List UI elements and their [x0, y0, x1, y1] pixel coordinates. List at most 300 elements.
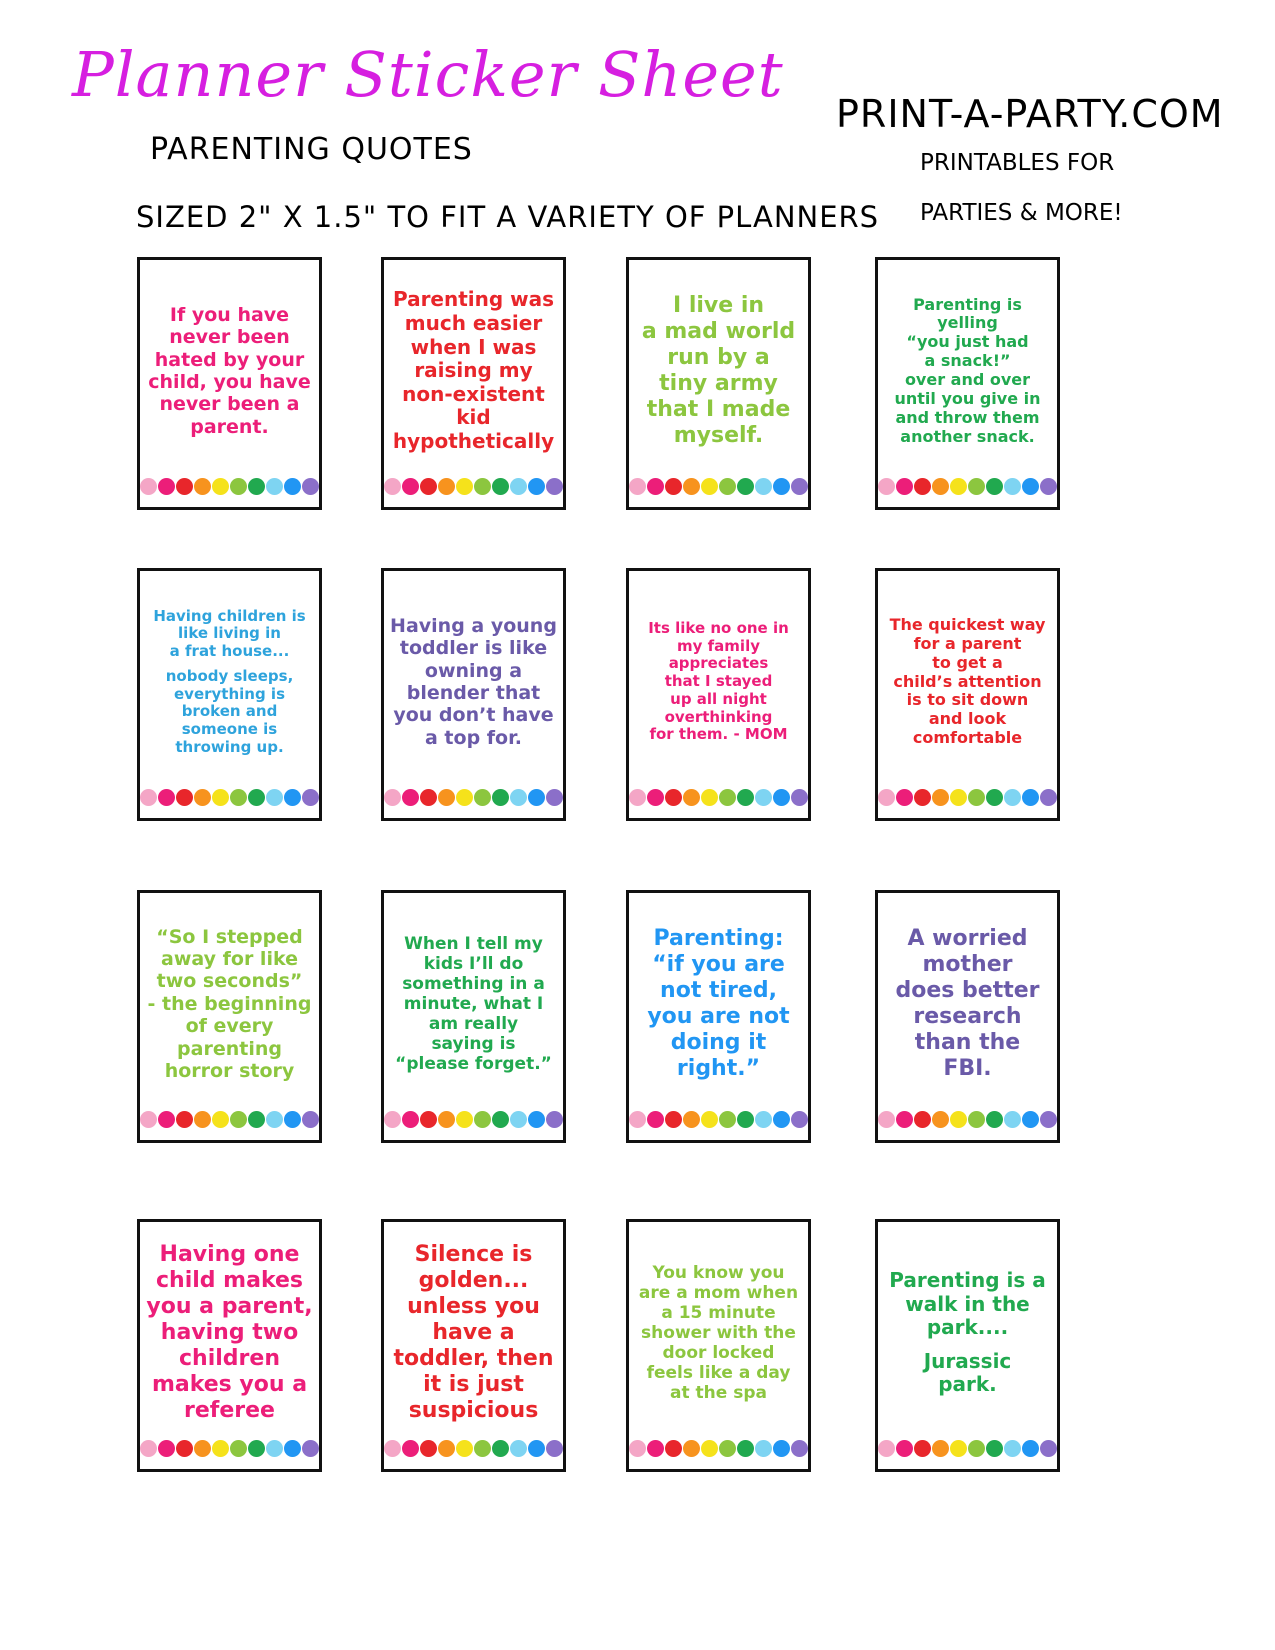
- dot-icon: [140, 1111, 157, 1128]
- quote-line: overthinking: [664, 707, 773, 726]
- dot-icon: [248, 1111, 265, 1128]
- rainbow-dots: [140, 478, 319, 495]
- dot-icon: [158, 1111, 175, 1128]
- sheet-title: Planner Sticker Sheet: [72, 38, 784, 111]
- quote-line: over and over: [904, 370, 1031, 389]
- dot-icon: [683, 1440, 700, 1457]
- dot-icon: [683, 478, 700, 495]
- dot-icon: [176, 1111, 193, 1128]
- rainbow-dots: [384, 1111, 563, 1128]
- quote-line: away for like: [161, 947, 298, 970]
- quote-line: referee: [184, 1397, 275, 1423]
- rainbow-dots: [140, 789, 319, 806]
- dot-icon: [719, 1440, 736, 1457]
- dot-icon: [773, 1111, 790, 1128]
- dot-icon: [546, 789, 563, 806]
- dot-icon: [140, 1440, 157, 1457]
- quote-line: does better: [895, 978, 1040, 1004]
- dot-icon: [456, 789, 473, 806]
- dot-icon: [230, 1111, 247, 1128]
- dot-icon: [950, 1440, 967, 1457]
- dot-icon: [284, 1440, 301, 1457]
- dot-icon: [950, 1111, 967, 1128]
- sticker-quote: [140, 260, 319, 474]
- dot-icon: [1022, 789, 1039, 806]
- brand-name: PRINT-A-PARTY.COM: [836, 92, 1224, 136]
- quote-line: toddler, then: [393, 1345, 554, 1371]
- dot-icon: [629, 1440, 646, 1457]
- dot-icon: [1004, 1440, 1021, 1457]
- quote-line: The quickest way: [889, 614, 1046, 634]
- dot-icon: [266, 1440, 283, 1457]
- sticker-quote: [384, 1222, 563, 1436]
- dot-icon: [683, 789, 700, 806]
- dot-icon: [896, 1440, 913, 1457]
- quote-line: - the beginning: [147, 992, 312, 1015]
- sticker-8: [875, 568, 1060, 821]
- rainbow-dots: [878, 1440, 1057, 1457]
- sticker-quote: [140, 893, 319, 1107]
- quote-line: yelling: [937, 313, 998, 333]
- dot-icon: [528, 1440, 545, 1457]
- dot-icon: [701, 789, 718, 806]
- quote-line: suspicious: [408, 1397, 539, 1423]
- dot-icon: [474, 1111, 491, 1128]
- dot-icon: [384, 478, 401, 495]
- dot-icon: [1022, 1440, 1039, 1457]
- dot-icon: [1040, 1111, 1057, 1128]
- dot-icon: [986, 789, 1003, 806]
- dot-icon: [230, 1440, 247, 1457]
- dot-icon: [629, 1111, 646, 1128]
- quote-line: walk in the: [905, 1291, 1030, 1316]
- rainbow-dots: [629, 789, 808, 806]
- quote-line: myself.: [673, 422, 764, 448]
- quote-line: am really: [428, 1014, 519, 1035]
- dot-icon: [510, 478, 527, 495]
- dot-icon: [755, 1111, 772, 1128]
- sticker-6: [381, 568, 566, 821]
- quote-line: You know you: [652, 1262, 785, 1283]
- quote-line: A worried: [907, 926, 1028, 952]
- quote-line: a frat house...: [169, 641, 290, 660]
- dot-icon: [510, 1111, 527, 1128]
- dot-icon: [302, 478, 319, 495]
- rainbow-dots: [878, 478, 1057, 495]
- dot-icon: [896, 789, 913, 806]
- sticker-quote: [878, 571, 1057, 785]
- quote-line: another snack.: [900, 426, 1035, 446]
- sticker-2: [381, 257, 566, 510]
- quote-line: child makes: [155, 1268, 304, 1294]
- dot-icon: [402, 789, 419, 806]
- quote-line: feels like a day: [646, 1363, 791, 1384]
- dot-icon: [158, 478, 175, 495]
- rainbow-dots: [384, 478, 563, 495]
- quote-line: Parenting was: [392, 287, 555, 312]
- dot-icon: [986, 1440, 1003, 1457]
- dot-icon: [665, 1111, 682, 1128]
- dot-icon: [194, 478, 211, 495]
- quote-line: kids I’ll do: [423, 953, 524, 974]
- quote-line: kid: [456, 405, 491, 430]
- sticker-quote: [629, 893, 808, 1107]
- dot-icon: [932, 789, 949, 806]
- dot-icon: [647, 1111, 664, 1128]
- dot-icon: [158, 1440, 175, 1457]
- dot-icon: [878, 478, 895, 495]
- dot-icon: [773, 1440, 790, 1457]
- dot-icon: [896, 1111, 913, 1128]
- dot-icon: [878, 1111, 895, 1128]
- dot-icon: [420, 1440, 437, 1457]
- quote-line: than the: [914, 1029, 1021, 1055]
- dot-icon: [284, 789, 301, 806]
- dot-icon: [701, 478, 718, 495]
- quote-line: is to sit down: [906, 690, 1029, 710]
- dot-icon: [420, 1111, 437, 1128]
- dot-icon: [791, 1440, 808, 1457]
- quote-line: someone is: [181, 720, 278, 739]
- dot-icon: [737, 478, 754, 495]
- rainbow-dots: [140, 1111, 319, 1128]
- quote-line: research: [913, 1004, 1022, 1029]
- rainbow-dots: [629, 1111, 808, 1128]
- dot-icon: [492, 1111, 509, 1128]
- sticker-4: [875, 257, 1060, 510]
- dot-icon: [773, 789, 790, 806]
- dot-icon: [914, 1111, 931, 1128]
- dot-icon: [284, 1111, 301, 1128]
- dot-icon: [950, 478, 967, 495]
- sticker-7: [626, 568, 811, 821]
- dot-icon: [266, 478, 283, 495]
- dot-icon: [647, 478, 664, 495]
- dot-icon: [456, 1440, 473, 1457]
- sticker-13: [137, 1219, 322, 1472]
- quote-line: golden...: [418, 1268, 529, 1294]
- dot-icon: [647, 789, 664, 806]
- quote-line: parenting: [177, 1037, 282, 1060]
- dot-icon: [528, 478, 545, 495]
- quote-line: When I tell my: [404, 933, 543, 954]
- sticker-quote: [384, 893, 563, 1107]
- dot-icon: [546, 1111, 563, 1128]
- dot-icon: [230, 789, 247, 806]
- sticker-quote: [878, 260, 1057, 474]
- quote-line: for them. - MOM: [649, 725, 788, 744]
- dot-icon: [914, 1440, 931, 1457]
- quote-line: saying is: [431, 1034, 516, 1055]
- dot-icon: [248, 1440, 265, 1457]
- dot-icon: [384, 1440, 401, 1457]
- quote-line: when I was: [410, 334, 537, 359]
- quote-line: never been a: [159, 393, 300, 416]
- quote-line: horror story: [164, 1060, 295, 1083]
- quote-line: Having a young: [390, 614, 557, 637]
- quote-line: hated by your: [154, 348, 305, 371]
- quote-line: a 15 minute: [661, 1302, 776, 1323]
- sticker-16: [875, 1219, 1060, 1472]
- quote-line: non-existent: [402, 381, 545, 406]
- quote-line: Having one: [159, 1242, 300, 1268]
- quote-line: FBI.: [943, 1055, 992, 1081]
- sticker-10: [381, 890, 566, 1143]
- dot-icon: [266, 789, 283, 806]
- quote-line: doing it: [670, 1029, 767, 1055]
- dot-icon: [878, 1440, 895, 1457]
- rainbow-dots: [878, 789, 1057, 806]
- quote-line: If you have: [169, 303, 290, 326]
- quote-line: right.”: [676, 1055, 761, 1081]
- dot-icon: [1004, 1111, 1021, 1128]
- quote-line: makes you a: [151, 1371, 308, 1397]
- size-note: SIZED 2" X 1.5" TO FIT A VARIETY OF PLANNERS: [136, 200, 880, 234]
- quote-line: mother: [922, 952, 1013, 978]
- dot-icon: [914, 478, 931, 495]
- rainbow-dots: [140, 1440, 319, 1457]
- dot-icon: [212, 1440, 229, 1457]
- dot-icon: [683, 1111, 700, 1128]
- sticker-quote: [384, 260, 563, 474]
- dot-icon: [402, 478, 419, 495]
- quote-line: minute, what I: [403, 993, 544, 1014]
- quote-line: toddler is like: [399, 637, 548, 660]
- quote-line: “you just had: [906, 332, 1029, 352]
- quote-line: “please forget.”: [395, 1054, 552, 1075]
- dot-icon: [932, 1111, 949, 1128]
- dot-icon: [1040, 478, 1057, 495]
- sticker-12: [875, 890, 1060, 1143]
- sticker-quote: [629, 260, 808, 474]
- sticker-quote: [140, 571, 319, 785]
- quote-line: never been: [169, 326, 290, 349]
- dot-icon: [474, 478, 491, 495]
- sheet-subtitle: PARENTING QUOTES: [150, 132, 473, 167]
- dot-icon: [755, 478, 772, 495]
- dot-icon: [737, 789, 754, 806]
- dot-icon: [492, 478, 509, 495]
- sticker-3: [626, 257, 811, 510]
- dot-icon: [528, 1111, 545, 1128]
- quote-line: “if you are: [652, 952, 785, 978]
- dot-icon: [950, 789, 967, 806]
- dot-icon: [737, 1111, 754, 1128]
- dot-icon: [968, 478, 985, 495]
- dot-icon: [510, 1440, 527, 1457]
- dot-icon: [384, 1111, 401, 1128]
- quote-line: until you give in: [894, 388, 1041, 408]
- quote-line: child’s attention: [893, 671, 1042, 691]
- quote-line: like living in: [178, 624, 281, 643]
- dot-icon: [968, 789, 985, 806]
- dot-icon: [1022, 478, 1039, 495]
- dot-icon: [438, 1440, 455, 1457]
- quote-line: to get a: [932, 652, 1003, 672]
- quote-line: throwing up.: [175, 737, 284, 756]
- quote-line: nobody sleeps,: [165, 667, 294, 686]
- dot-icon: [474, 1440, 491, 1457]
- dot-icon: [420, 478, 437, 495]
- quote-line: my family: [677, 636, 760, 655]
- dot-icon: [665, 1440, 682, 1457]
- sticker-14: [381, 1219, 566, 1472]
- sticker-15: [626, 1219, 811, 1472]
- dot-icon: [402, 1111, 419, 1128]
- dot-icon: [492, 789, 509, 806]
- quote-line: Silence is: [414, 1242, 533, 1268]
- rainbow-dots: [384, 789, 563, 806]
- dot-icon: [474, 789, 491, 806]
- dot-icon: [791, 1111, 808, 1128]
- sticker-9: [137, 890, 322, 1143]
- dot-icon: [1004, 478, 1021, 495]
- sticker-quote: [629, 571, 808, 785]
- dot-icon: [402, 1440, 419, 1457]
- dot-icon: [140, 478, 157, 495]
- dot-icon: [438, 789, 455, 806]
- dot-icon: [456, 1111, 473, 1128]
- quote-line: blender that: [406, 682, 541, 704]
- quote-line: of every: [185, 1015, 274, 1038]
- dot-icon: [701, 1440, 718, 1457]
- dot-icon: [629, 478, 646, 495]
- dot-icon: [986, 478, 1003, 495]
- quote-line: that I stayed: [664, 672, 773, 691]
- quote-line: a snack!”: [924, 351, 1011, 371]
- dot-icon: [737, 1440, 754, 1457]
- quote-line: Having children is: [153, 606, 306, 625]
- dot-icon: [1022, 1111, 1039, 1128]
- quote-line: “So I stepped: [156, 925, 303, 948]
- dot-icon: [932, 478, 949, 495]
- dot-icon: [266, 1111, 283, 1128]
- dot-icon: [420, 789, 437, 806]
- dot-icon: [284, 478, 301, 495]
- quote-line: parent.: [190, 415, 269, 438]
- dot-icon: [968, 1440, 985, 1457]
- sticker-1: [137, 257, 322, 510]
- dot-icon: [665, 789, 682, 806]
- sticker-quote: [140, 1222, 319, 1436]
- dot-icon: [755, 1440, 772, 1457]
- dot-icon: [510, 789, 527, 806]
- brand-tagline-line-2: PARTIES & MORE!: [920, 200, 1123, 226]
- rainbow-dots: [629, 478, 808, 495]
- dot-icon: [546, 1440, 563, 1457]
- dot-icon: [140, 789, 157, 806]
- dot-icon: [438, 1111, 455, 1128]
- quote-line: comfortable: [912, 728, 1023, 748]
- quote-line: not tired,: [660, 978, 777, 1004]
- dot-icon: [230, 478, 247, 495]
- quote-line: child, you have: [148, 371, 311, 393]
- dot-icon: [176, 789, 193, 806]
- dot-icon: [773, 478, 790, 495]
- quote-line: something in a: [402, 973, 545, 994]
- quote-line: appreciates: [668, 654, 769, 673]
- rainbow-dots: [384, 1440, 563, 1457]
- sticker-quote: [878, 893, 1057, 1107]
- quote-line: I live in: [672, 293, 765, 319]
- quote-line: Parenting:: [653, 926, 784, 952]
- quote-line: children: [179, 1345, 280, 1371]
- quote-line: unless you: [407, 1294, 540, 1320]
- dot-icon: [528, 789, 545, 806]
- dot-icon: [248, 478, 265, 495]
- dot-icon: [878, 789, 895, 806]
- dot-icon: [701, 1111, 718, 1128]
- quote-line: everything is: [174, 684, 285, 703]
- quote-line: two seconds”: [156, 970, 303, 993]
- quote-line: and look: [928, 709, 1007, 729]
- dot-icon: [932, 1440, 949, 1457]
- quote-line: at the spa: [670, 1383, 767, 1404]
- sticker-11: [626, 890, 811, 1143]
- quote-line: much easier: [404, 311, 543, 336]
- quote-line: run by a: [667, 345, 770, 371]
- dot-icon: [719, 789, 736, 806]
- quote-line: up all night: [670, 689, 767, 708]
- quote-line: you are not: [647, 1004, 790, 1029]
- quote-line: for a parent: [913, 633, 1022, 653]
- dot-icon: [212, 478, 229, 495]
- dot-icon: [719, 478, 736, 495]
- rainbow-dots: [629, 1440, 808, 1457]
- dot-icon: [212, 789, 229, 806]
- quote-line: raising my: [414, 358, 533, 383]
- quote-line: broken and: [181, 702, 278, 721]
- quote-line: and throw them: [895, 407, 1040, 427]
- sticker-5: [137, 568, 322, 821]
- quote-line: door locked: [662, 1343, 775, 1364]
- dot-icon: [546, 478, 563, 495]
- dot-icon: [194, 789, 211, 806]
- dot-icon: [914, 789, 931, 806]
- quote-line: a mad world: [641, 319, 796, 345]
- dot-icon: [176, 1440, 193, 1457]
- sticker-quote: [384, 571, 563, 785]
- sticker-quote: [878, 1222, 1057, 1436]
- dot-icon: [665, 478, 682, 495]
- dot-icon: [755, 789, 772, 806]
- quote-line: it is just: [423, 1371, 524, 1397]
- dot-icon: [384, 789, 401, 806]
- dot-icon: [248, 789, 265, 806]
- quote-line: having two: [160, 1320, 299, 1346]
- quote-line: are a mom when: [638, 1282, 799, 1303]
- dot-icon: [986, 1111, 1003, 1128]
- rainbow-dots: [878, 1111, 1057, 1128]
- quote-line: Parenting is: [913, 294, 1022, 314]
- quote-line: you a parent,: [146, 1294, 313, 1320]
- dot-icon: [1040, 1440, 1057, 1457]
- dot-icon: [896, 478, 913, 495]
- dot-icon: [194, 1440, 211, 1457]
- dot-icon: [791, 478, 808, 495]
- quote-line: hypothetically: [392, 428, 555, 453]
- brand-tagline-line-1: PRINTABLES FOR: [920, 150, 1115, 176]
- quote-line: owning a: [424, 659, 523, 682]
- quote-line: Jurassic: [923, 1348, 1012, 1373]
- quote-line: tiny army: [659, 371, 778, 396]
- dot-icon: [791, 789, 808, 806]
- dot-icon: [176, 478, 193, 495]
- dot-icon: [158, 789, 175, 806]
- quote-line: shower with the: [641, 1322, 796, 1343]
- dot-icon: [212, 1111, 229, 1128]
- quote-line: park.: [938, 1372, 997, 1397]
